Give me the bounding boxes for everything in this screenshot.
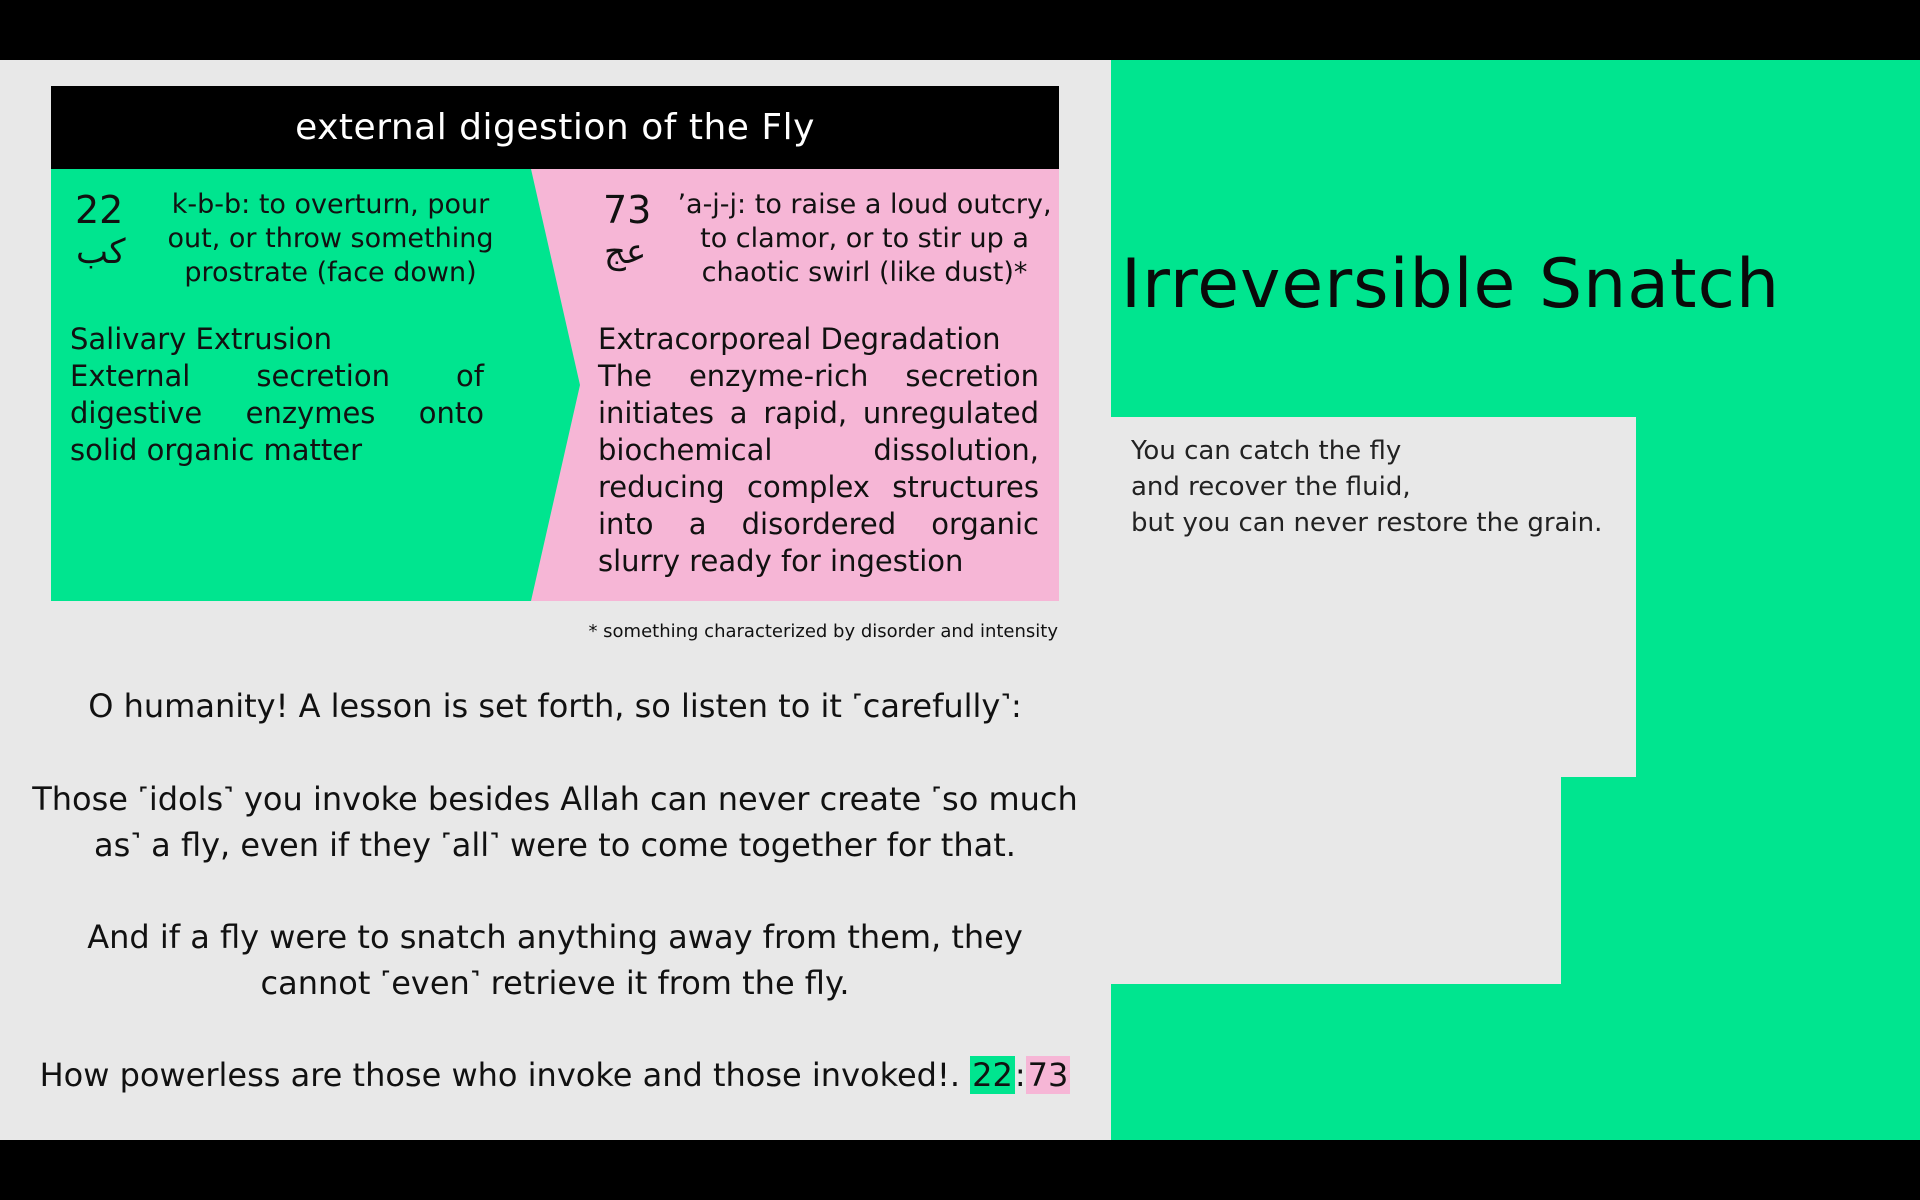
verse-line xyxy=(20,1052,1090,1098)
root-meaning-left xyxy=(163,188,498,290)
root-line: k-b-b: to overturn, pour xyxy=(171,189,490,220)
verse-line xyxy=(20,914,1090,1006)
slide-title: Irreversible Snatch xyxy=(1121,245,1781,324)
poem-line: but you can never restore the grain. xyxy=(1131,508,1603,538)
description-left: External secretion of digestive enzymes onto solid organic matter xyxy=(70,359,484,467)
surah-ref: 22 xyxy=(972,1056,1013,1094)
verse-closing: How powerless are those who invoke and those invoked!. xyxy=(39,1056,960,1094)
ayah-ref: 73 xyxy=(1027,1056,1069,1094)
quote-box-extension xyxy=(1111,777,1561,984)
card-title: external digestion of the Fly xyxy=(51,86,1059,169)
arabic-root-left: كب xyxy=(76,232,126,272)
root-line: out, or throw something xyxy=(167,223,494,254)
description-right: The enzyme-rich secretion initiates a rapid, unregulated biochemical dissolution, reducing complex structures into a disordered organic slurry ready for ingestion xyxy=(598,359,1039,578)
verse-text: And if a fly were to snatch anything away from them, they xyxy=(87,918,1023,956)
root-line: ’a-j-j: to raise a loud outcry, xyxy=(677,189,1052,220)
root-line: prostrate (face down) xyxy=(184,257,477,288)
verse-text xyxy=(20,1052,1090,1098)
poem xyxy=(1131,433,1602,541)
root-line: to clamor, or to stir up a xyxy=(700,223,1029,254)
poem-line: and recover the fluid, xyxy=(1131,472,1411,502)
verse-line xyxy=(20,776,1090,868)
footnote: * something characterized by disorder and intensity xyxy=(588,621,1058,642)
root-line: chaotic swirl (like dust)* xyxy=(701,257,1028,288)
root-number-right: 73 xyxy=(603,188,652,232)
verse-text: as˺ a fly, even if they ˹all˺ were to come together for that. xyxy=(94,826,1016,864)
poem-line: You can catch the fly xyxy=(1131,436,1402,466)
verse-text: cannot ˹even˺ retrieve it from the fly. xyxy=(260,964,850,1002)
root-meaning-right xyxy=(672,188,1057,290)
ref-separator: : xyxy=(1014,1056,1026,1094)
verse-text: O humanity! A lesson is set forth, so listen to it ˹carefully˺: xyxy=(88,687,1022,725)
subhead-left: Salivary Extrusion xyxy=(70,322,332,356)
verse-line xyxy=(20,683,1090,729)
root-number-left: 22 xyxy=(75,188,124,232)
arabic-root-right: عج xyxy=(604,232,647,272)
slide xyxy=(0,60,1920,1140)
subhead-right: Extracorporeal Degradation xyxy=(598,322,1001,356)
verse-text: Those ˹idols˺ you invoke besides Allah can never create ˹so much xyxy=(32,780,1078,818)
